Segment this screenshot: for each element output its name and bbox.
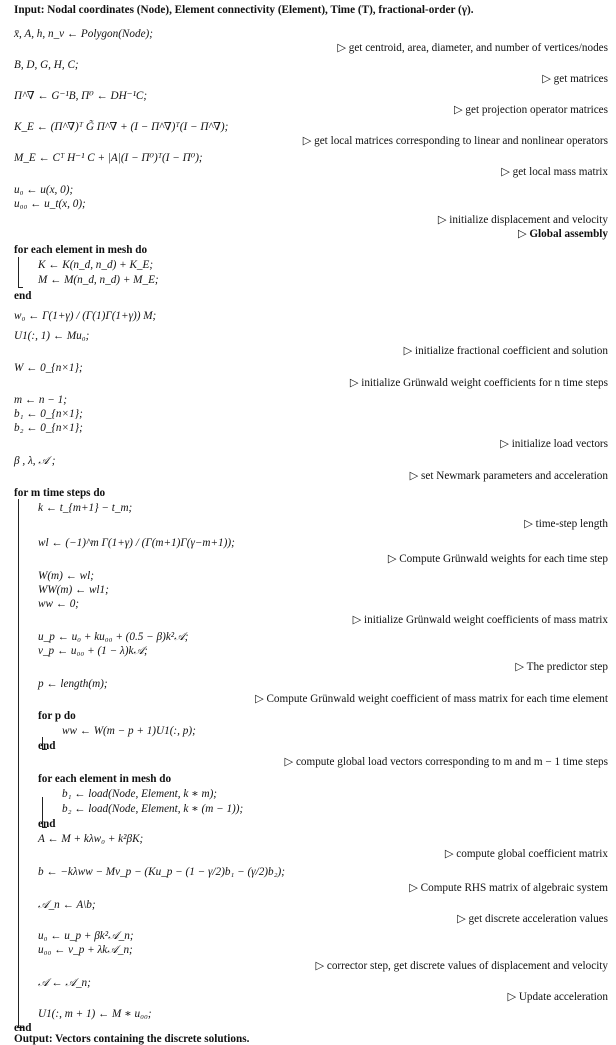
- code-line: B, D, G, H, C;: [14, 59, 79, 71]
- loop-bar-assembly: [18, 257, 19, 287]
- comment: ▷ get centroid, area, diameter, and number of vertices/nodes: [337, 42, 608, 54]
- code-line: b ← −kλww − Mv_p − (Ku_p − (1 − γ/2)b₁ − (γ/2)b₂);: [38, 866, 285, 878]
- code-line: K_E ← (Π^∇)ᵀ G̃ Π^∇ + (I − Π^∇)ᵀ(I − Π^∇);: [14, 121, 229, 133]
- code-line: Π^∇ ← G⁻¹B, Π⁰ ← DH⁻¹C;: [14, 90, 148, 102]
- for-loop-header: for p do: [38, 710, 76, 722]
- comment: ▷ get matrices: [542, 73, 608, 85]
- loop-bar-time: [18, 499, 19, 1027]
- code-line: K ← K(n_d, n_d) + K_E;: [38, 259, 154, 271]
- input-line: Input: Nodal coordinates (Node), Element connectivity (Element), Time (T), fractional-order (γ).: [14, 4, 474, 16]
- comment: ▷ Update acceleration: [507, 991, 608, 1003]
- code-line: ww ← 0;: [38, 598, 80, 610]
- code-line: A ← M + kλw₀ + k²βK;: [38, 833, 144, 845]
- code-line: U1(:, m + 1) ← M ∗ u₀₀;: [38, 1008, 152, 1020]
- end-keyword: end: [14, 1022, 32, 1034]
- code-line: b₁ ← load(Node, Element, k ∗ m);: [62, 788, 218, 800]
- code-line: ww ← W(m − p + 1)U1(:, p);: [62, 725, 196, 737]
- for-loop-header: for each element in mesh do: [14, 244, 148, 256]
- code-line: u₀ ← u_p + βk²𝒜_n;: [38, 930, 134, 942]
- comment: ▷ get projection operator matrices: [454, 104, 608, 116]
- code-line: k ← t_{m+1} − t_m;: [38, 502, 133, 514]
- comment: ▷ get discrete acceleration values: [457, 913, 608, 925]
- code-line: WW(m) ← wl1;: [38, 584, 109, 596]
- comment: ▷ initialize Grünwald weight coefficients of mass matrix: [352, 614, 608, 626]
- code-line: u_p ← u₀ + ku₀₀ + (0.5 − β)k²𝒜;: [38, 631, 189, 643]
- code-line: W(m) ← wl;: [38, 570, 94, 582]
- comment: ▷ get local matrices corresponding to linear and nonlinear operators: [302, 135, 608, 147]
- code-line: p ← length(m);: [38, 678, 108, 690]
- end-keyword: end: [14, 290, 32, 302]
- code-line: b₂ ← load(Node, Element, k ∗ (m − 1));: [62, 803, 244, 815]
- code-line: wl ← (−1)^m Γ(1+γ) / (Γ(m+1)Γ(γ−m+1));: [38, 537, 235, 549]
- code-line: M_E ← Cᵀ H⁻¹ C + |A|(I − Π⁰)ᵀ(I − Π⁰);: [14, 152, 203, 164]
- comment-global-assembly: ▷ Global assembly: [517, 228, 608, 240]
- comment: ▷ Compute RHS matrix of algebraic system: [409, 882, 608, 894]
- comment: ▷ initialize load vectors: [500, 438, 608, 450]
- code-line: m ← n − 1;: [14, 394, 67, 406]
- loop-bar-assembly-end: [18, 287, 23, 288]
- end-keyword: end: [38, 818, 56, 830]
- code-line: β , λ, 𝒜 ;: [14, 455, 56, 467]
- comment: ▷ compute global load vectors corresponding to m and m − 1 time steps: [284, 756, 608, 768]
- code-line: u₀ ← u(x, 0);: [14, 184, 74, 196]
- comment: ▷ Compute Grünwald weights for each time step: [387, 553, 608, 565]
- comment: ▷ initialize Grünwald weight coefficients for n time steps: [349, 377, 608, 389]
- code-line: b₁ ← 0_{n×1};: [14, 408, 83, 420]
- comment: ▷ initialize displacement and velocity: [437, 214, 608, 226]
- end-keyword: end: [38, 740, 56, 752]
- comment: ▷ get local mass matrix: [501, 166, 608, 178]
- code-line: M ← M(n_d, n_d) + M_E;: [38, 274, 159, 286]
- code-line: b₂ ← 0_{n×1};: [14, 422, 83, 434]
- code-line: v_p ← u₀₀ + (1 − λ)k𝒜;: [38, 645, 148, 657]
- comment: ▷ compute global coefficient matrix: [444, 848, 608, 860]
- code-line: w₀ ← Γ(1+γ) / (Γ(1)Γ(1+γ)) M;: [14, 310, 157, 322]
- code-line: W ← 0_{n×1};: [14, 362, 83, 374]
- comment: ▷ The predictor step: [515, 661, 608, 673]
- comment: ▷ set Newmark parameters and acceleration: [409, 470, 608, 482]
- code-line: u₀₀ ← u_t(x, 0);: [14, 198, 86, 210]
- code-line: 𝒜_n ← A\b;: [38, 899, 96, 911]
- comment: ▷ initialize fractional coefficient and solution: [403, 345, 608, 357]
- comment: ▷ corrector step, get discrete values of displacement and velocity: [315, 960, 608, 972]
- code-line: 𝒜 ← 𝒜_n;: [38, 977, 91, 989]
- for-loop-header: for each element in mesh do: [38, 773, 172, 785]
- comment: ▷ Compute Grünwald weight coefficient of mass matrix for each time element: [255, 693, 608, 705]
- for-loop-header: for m time steps do: [14, 487, 106, 499]
- output-line: Output: Vectors containing the discrete solutions.: [14, 1033, 250, 1045]
- code-line: x̄, A, h, n_v ← Polygon(Node);: [14, 28, 153, 40]
- code-line: U1(:, 1) ← Mu₀;: [14, 330, 90, 342]
- code-line: u₀₀ ← v_p + λk𝒜_n;: [38, 944, 133, 956]
- comment: ▷ time-step length: [524, 518, 608, 530]
